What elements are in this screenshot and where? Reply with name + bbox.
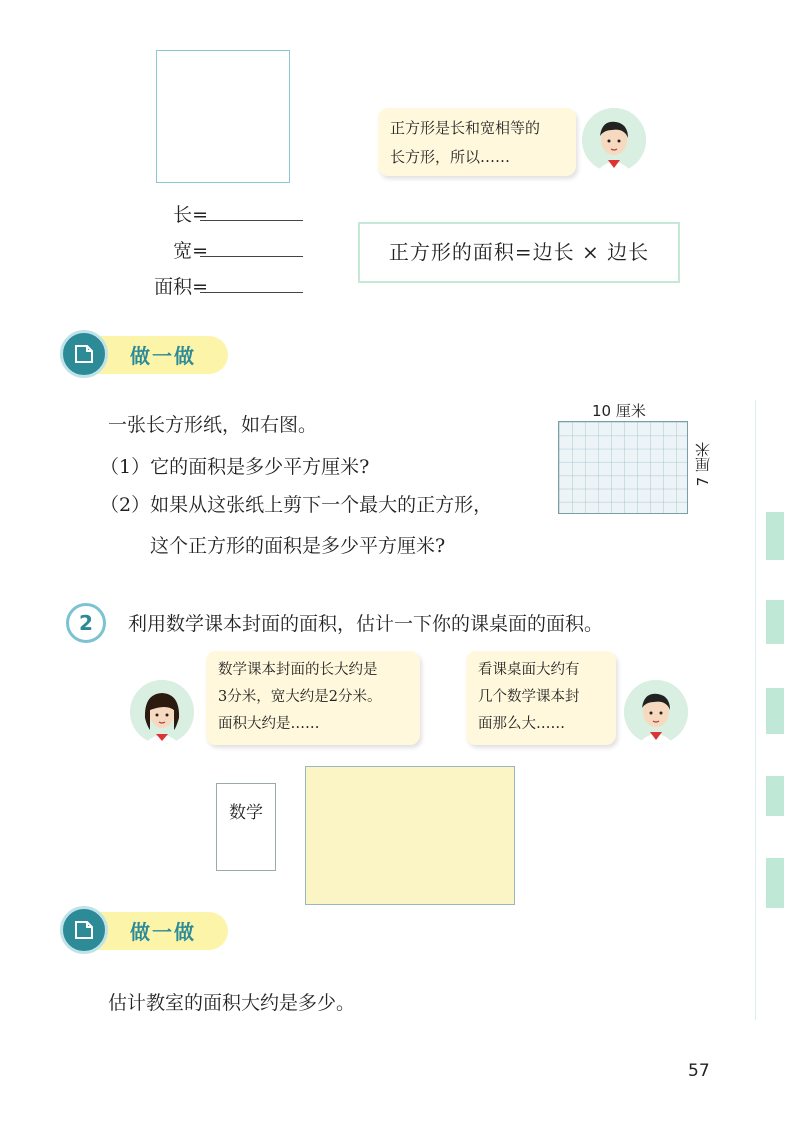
boy-avatar-2 — [624, 680, 688, 744]
width-label: 宽= — [173, 240, 208, 262]
square-figure — [156, 50, 290, 183]
bubble-line: 面积大约是…… — [218, 716, 320, 732]
boy-face-icon — [582, 108, 646, 172]
girl-face-icon — [130, 680, 194, 744]
question-1: （1）它的面积是多少平方厘米? — [100, 456, 370, 478]
speech-bubble-girl — [206, 651, 420, 745]
length-row — [120, 200, 320, 230]
bubble-line: 正方形是长和宽相等的 — [390, 119, 541, 137]
width-answer-line — [200, 256, 303, 257]
section-header-try — [60, 330, 230, 380]
bubble-line: 面那么大…… — [478, 716, 565, 732]
square-area-formula: 正方形的面积=边长 × 边长 — [358, 222, 680, 283]
math-book-cover — [216, 783, 276, 871]
paper-intro: 一张长方形纸，如右图。 — [108, 414, 318, 436]
width-row — [120, 236, 320, 266]
bubble-line: 数学课本封面的长大约是 — [218, 662, 378, 678]
desk-surface — [305, 766, 515, 905]
edge-stripe — [766, 512, 784, 560]
speech-bubble-square-hint — [378, 108, 576, 176]
speech-bubble-boy — [466, 651, 616, 745]
edge-stripe — [766, 776, 784, 816]
classroom-question: 估计教室的面积大约是多少。 — [108, 992, 356, 1014]
bubble-line: 长方形，所以…… — [390, 148, 511, 166]
notebook-icon — [73, 919, 95, 941]
section-header-try-2 — [60, 906, 230, 956]
length-answer-line — [200, 220, 303, 221]
length-label: 长= — [173, 204, 208, 226]
area-row — [120, 272, 320, 302]
problem-2-text: 利用数学课本封面的面积，估计一下你的课桌面的面积。 — [128, 613, 604, 635]
bubble-line: 3分米，宽大约是2分米。 — [218, 689, 382, 705]
bubble-line: 看课桌面大约有 — [478, 662, 580, 678]
try-badge — [60, 906, 108, 954]
section-title: 做一做 — [130, 344, 196, 368]
area-label: 面积= — [154, 276, 208, 298]
girl-avatar — [130, 680, 194, 744]
notebook-icon — [73, 343, 95, 365]
bubble-line: 几个数学课本封 — [478, 689, 580, 705]
edge-stripe — [766, 858, 784, 908]
edge-stripe — [766, 688, 784, 734]
try-badge — [60, 330, 108, 378]
section-title: 做一做 — [130, 920, 196, 944]
paper-rectangle — [558, 421, 688, 514]
paper-height-label: 7 厘米 — [694, 442, 712, 487]
page-edge-line — [755, 400, 756, 1020]
problem-number-badge: 2 — [66, 603, 106, 643]
boy-face-icon — [624, 680, 688, 744]
paper-width-label: 10 厘米 — [592, 402, 646, 420]
area-answer-line — [200, 292, 303, 293]
boy-avatar — [582, 108, 646, 172]
page-number: 57 — [688, 1061, 710, 1081]
book-title: 数学 — [229, 803, 263, 823]
question-2-line-1: （2）如果从这张纸上剪下一个最大的正方形， — [100, 494, 493, 516]
question-2-line-2: 这个正方形的面积是多少平方厘米? — [150, 535, 446, 557]
edge-stripe — [766, 600, 784, 644]
